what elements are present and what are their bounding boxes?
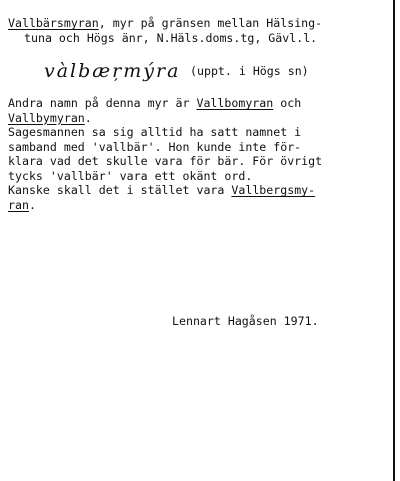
body-text: tycks 'vallbär' vara ett okänt ord.: [8, 168, 253, 183]
pronunciation: vàlbæŗmýra: [44, 60, 181, 82]
body-line: [8, 96, 301, 110]
body-line: [8, 183, 315, 197]
body-text: Kanske skall det i stället vara: [8, 183, 232, 197]
signature: Lennart Hagåsen 1971.: [172, 314, 319, 328]
underlined-name: Vallbergsmy-: [231, 183, 316, 197]
body-text: samband med 'vallbär'. Hon kunde inte för-: [8, 139, 302, 154]
underlined-name: Vallbomyran: [196, 96, 274, 110]
body-line: [8, 111, 92, 125]
card-right-edge: [393, 0, 395, 481]
body-line: [8, 154, 322, 168]
header-line-2: tuna och Högs änr, N.Häls.doms.tg, Gävl.l.: [24, 31, 318, 45]
header-line-1-rest: , myr på gränsen mellan Hälsing-: [98, 16, 323, 30]
body-text: Sagesmannen sa sig alltid ha satt namnet i: [8, 125, 302, 139]
body-text: .: [28, 197, 36, 212]
body-line: [8, 198, 36, 212]
body-line: [8, 169, 252, 183]
pronunciation-note: (uppt. i Högs sn): [190, 64, 309, 78]
body-text: .: [84, 110, 92, 125]
underlined-name: ran: [8, 197, 29, 212]
header-line-1: [8, 16, 322, 30]
body-line: [8, 125, 301, 139]
body-text: Andra namn på denna myr är: [8, 96, 197, 110]
headword: Vallbärsmyran: [8, 16, 99, 30]
underlined-name: Vallbymyran: [8, 110, 85, 125]
body-line: [8, 140, 301, 154]
body-text: klara vad det skulle vara för bär. För övrigt: [8, 154, 323, 168]
body-text: och: [273, 96, 302, 110]
